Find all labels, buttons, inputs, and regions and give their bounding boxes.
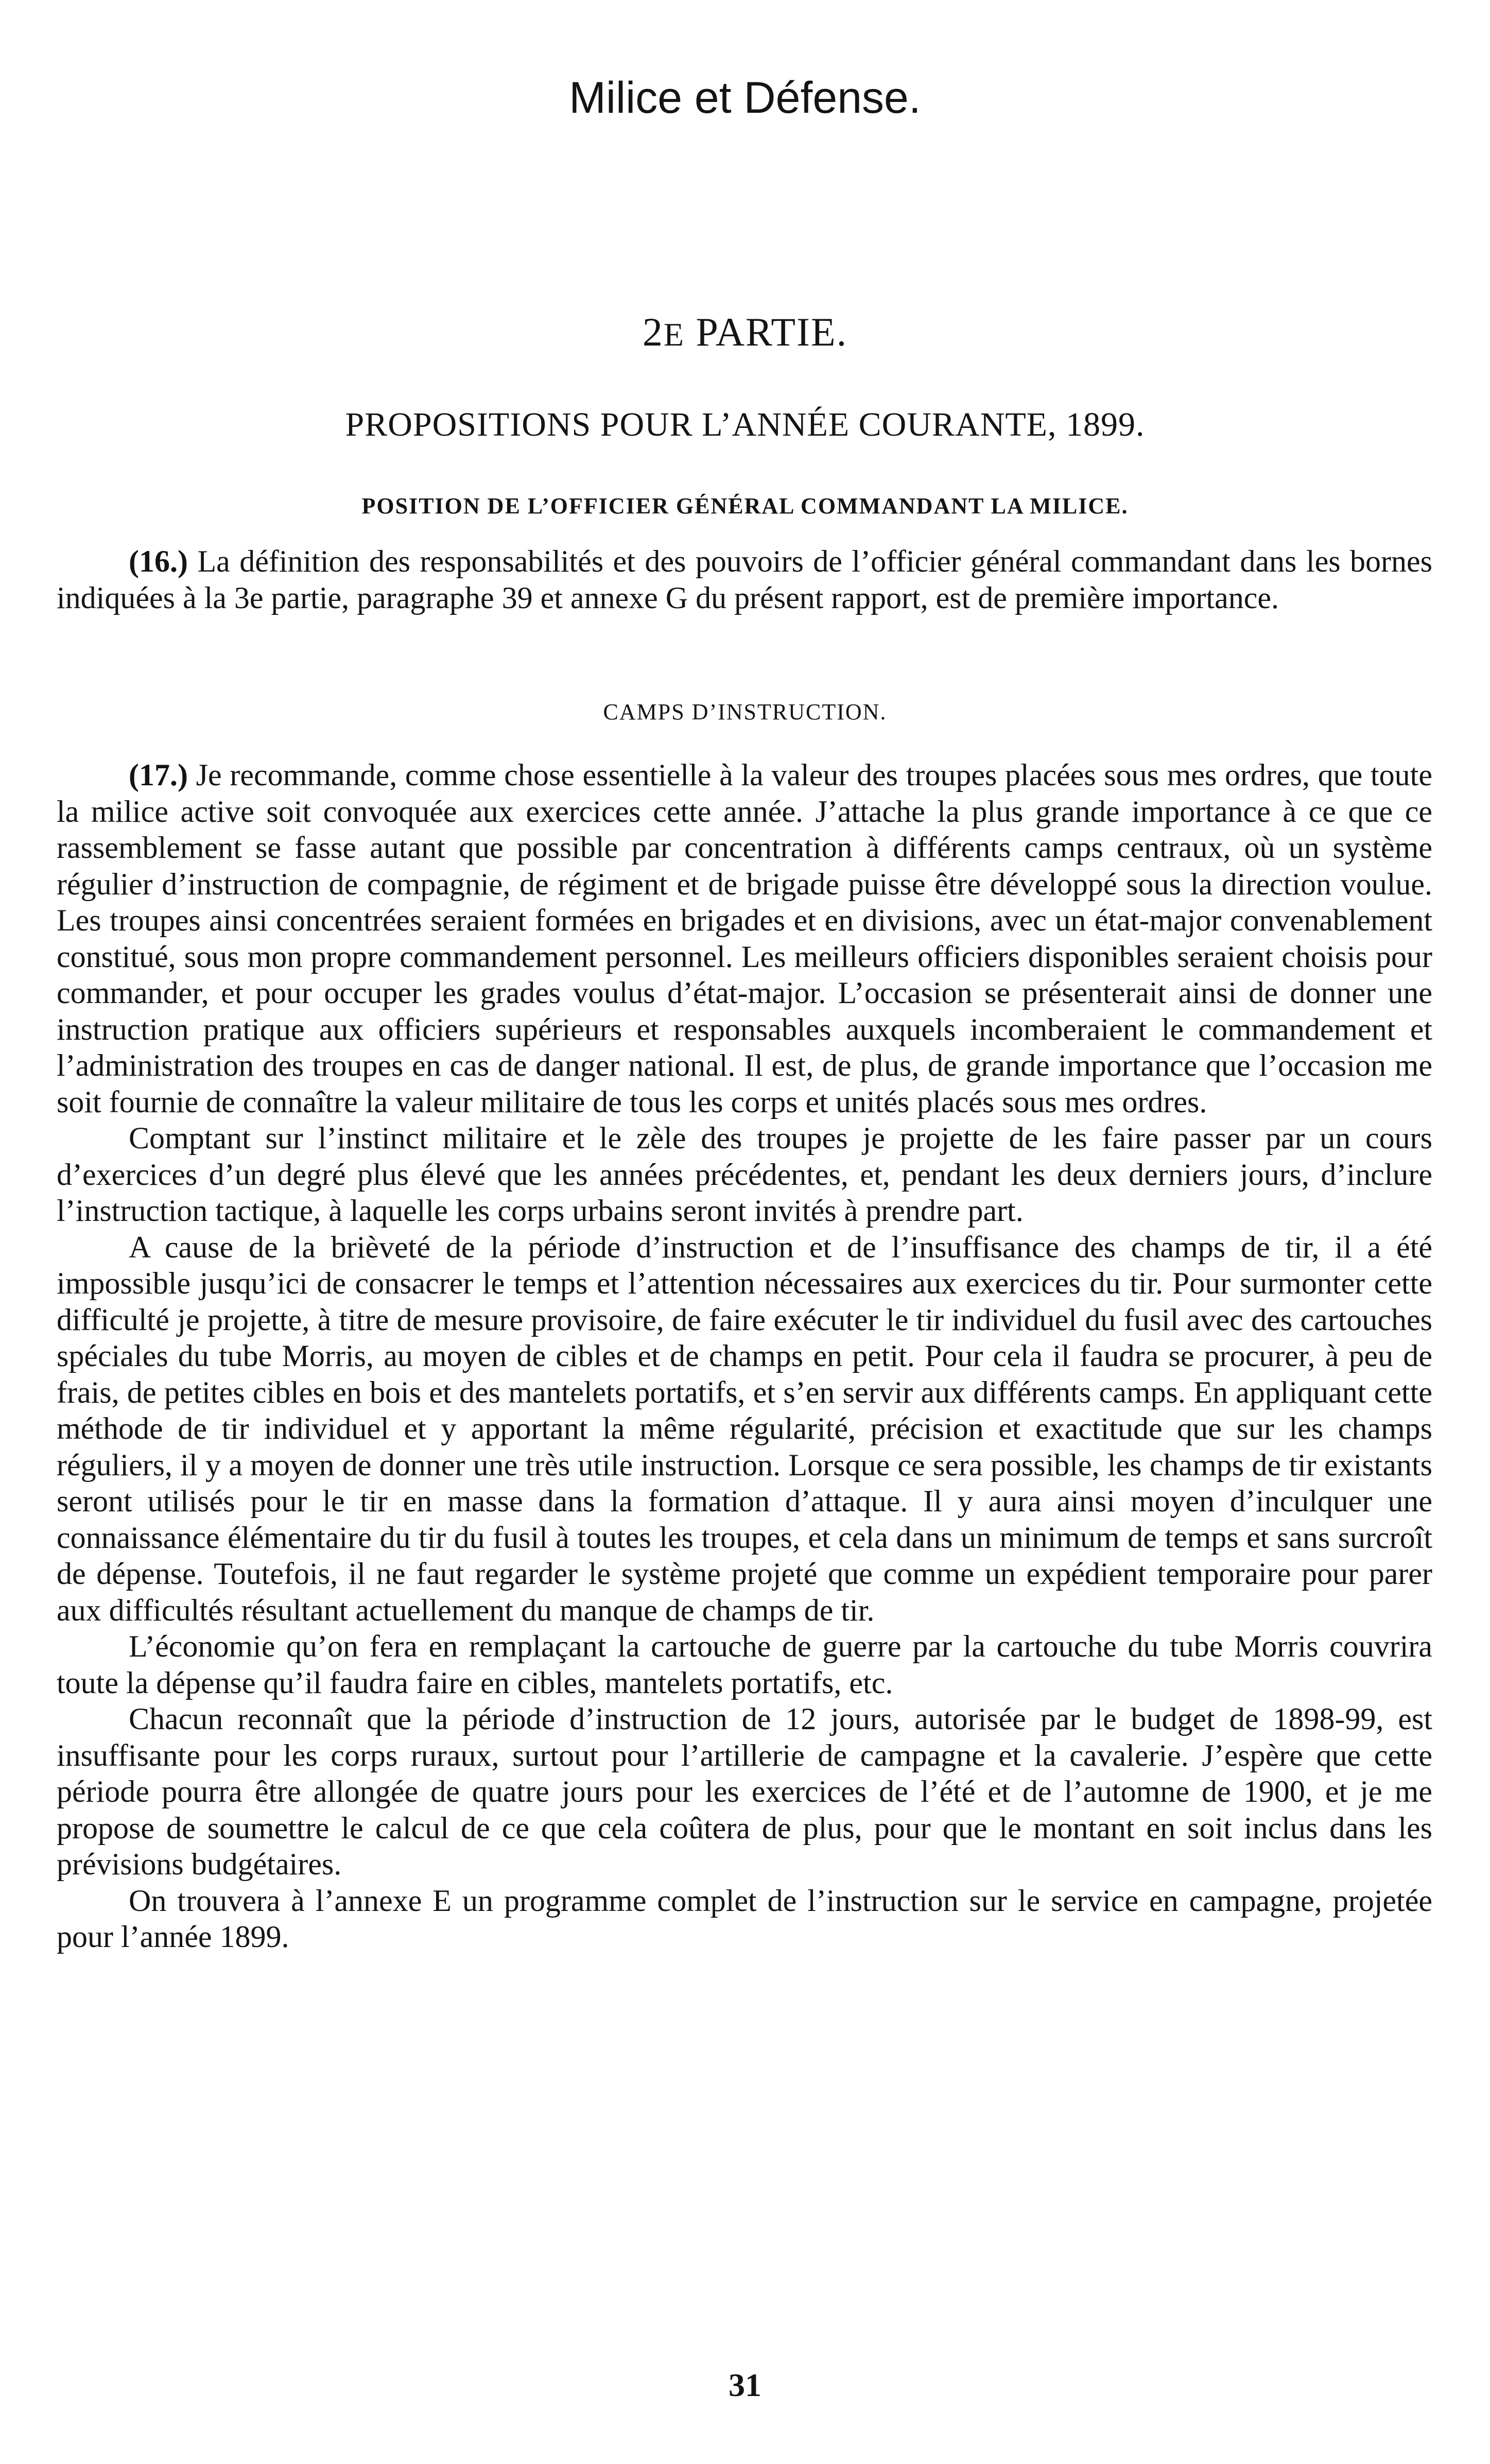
paragraph: On trouvera à l’annexe E un programme complet de l’instruction sur le service en campagne, projetée pour l’année 1899. (57, 1883, 1432, 1954)
section-heading: CAMPS D’INSTRUCTION. (603, 699, 887, 725)
paragraph (57, 543, 1432, 616)
part-number: 2 (642, 309, 664, 354)
paragraph: Chacun reconnaît que la période d’instruction de 12 jours, autorisée par le budget de 1898-99, est insuffisante pour les corps ruraux, surtout pour l’artillerie de campagne et la cavalerie. J’espère que cette période pourra être allongée de quatre jours pour les exercices de l’été et de l’automne de 1900, et je me propose de soumettre le calcul de ce que cela coûtera de plus, pour que le montant en soit inclus dans les prévisions budgétaires. (57, 1702, 1432, 1881)
paragraph: A cause de la brièveté de la période d’instruction et de l’insuffisance des champs de tir, il a été impossible jusqu’ici de consacrer le temps et l’attention nécessaires aux exercices du tir. Pour surmonter cette difficulté je projette, à titre de mesure provisoire, de faire exécuter le tir individuel du fusil avec des cartouches spéciales du tube Morris, au moyen de cibles et de champs en petit. Pour cela il faudra se procurer, à peu de frais, de petites cibles en bois et des mantelets portatifs, et s’en servir aux différents camps. En appliquant cette méthode de tir individuel et y apportant la même régularité, précision et exactitude que sur les champs réguliers, il y a moyen de donner une très utile instruction. Lorsque ce sera possible, les champs de tir existants seront utilisés pour le tir en masse dans la formation d’attaque. Il y aura ainsi moyen d’inculquer une connaissance élémentaire du tir du fusil à toutes les troupes, et cela dans un minimum de temps et sans surcroît de dépense. Toutefois, il ne faut regarder le système projeté que comme un expédient temporaire pour parer aux difficultés résultant actuellement du manque de champs de tir. (57, 1230, 1432, 1627)
page-number: 31 (729, 2367, 761, 2403)
section-body (57, 543, 1432, 616)
part-title (0, 309, 1490, 358)
paragraph-number: (16.) (129, 544, 188, 578)
paragraph (57, 757, 1432, 1120)
paragraph: Comptant sur l’instinct militaire et le zèle des troupes je projette de les faire passer par un cours d’exercices d’un degré plus élevé que les années précédentes, et, pendant les deux derniers jours, d’inclure l’instruction tactique, à laquelle les corps urbains seront invités à prendre part. (57, 1121, 1432, 1228)
section-body (57, 757, 1432, 1955)
part-label: PARTIE. (696, 309, 848, 354)
paragraph-text: La définition des responsabilités et des pouvoirs de l’officier général commandant dans les bornes indiquées à la 3e partie, paragraphe 39 et annexe G du présent rapport, est de première importance. (57, 544, 1432, 615)
part-ordinal-suffix: E (663, 316, 685, 353)
running-head: Milice et Défense. (569, 73, 921, 123)
paragraph-number: (17.) (129, 758, 188, 792)
paragraph-text: Je recommande, comme chose essentielle à la valeur des troupes placées sous mes ordres, que toute la milice active soit convoquée aux exercices cette année. J’attache la plus grande importance à ce que ce rassemblement se fasse autant que possible par concentration à différents camps centraux, où un système régulier d’instruction de compagnie, de régiment et de brigade puisse être développé sous la direction voulue. Les troupes ainsi concentrées seraient formées en brigades et en divisions, avec un état-major convenablement constitué, sous mon propre commandement personnel. Les meilleurs officiers disponibles seraient choisis pour commander, et pour occuper les grades voulus d’état-major. L’occasion se présenterait ainsi de donner une instruction pratique aux officiers supérieurs et responsables auxquels incomberaient le commandement et l’administration des troupes en cas de danger national. Il est, de plus, de grande importance que l’occasion me soit fournie de connaître la valeur militaire de tous les corps et unités placés sous mes ordres. (57, 758, 1432, 1119)
main-heading: PROPOSITIONS POUR L’ANNÉE COURANTE, 1899. (345, 406, 1145, 443)
paragraph: L’économie qu’on fera en remplaçant la cartouche de guerre par la cartouche du tube Morris couvrira toute la dépense qu’il faudra faire en cibles, mantelets portatifs, etc. (57, 1629, 1432, 1700)
section-heading: POSITION DE L’OFFICIER GÉNÉRAL COMMANDANT LA MILICE. (361, 493, 1129, 519)
